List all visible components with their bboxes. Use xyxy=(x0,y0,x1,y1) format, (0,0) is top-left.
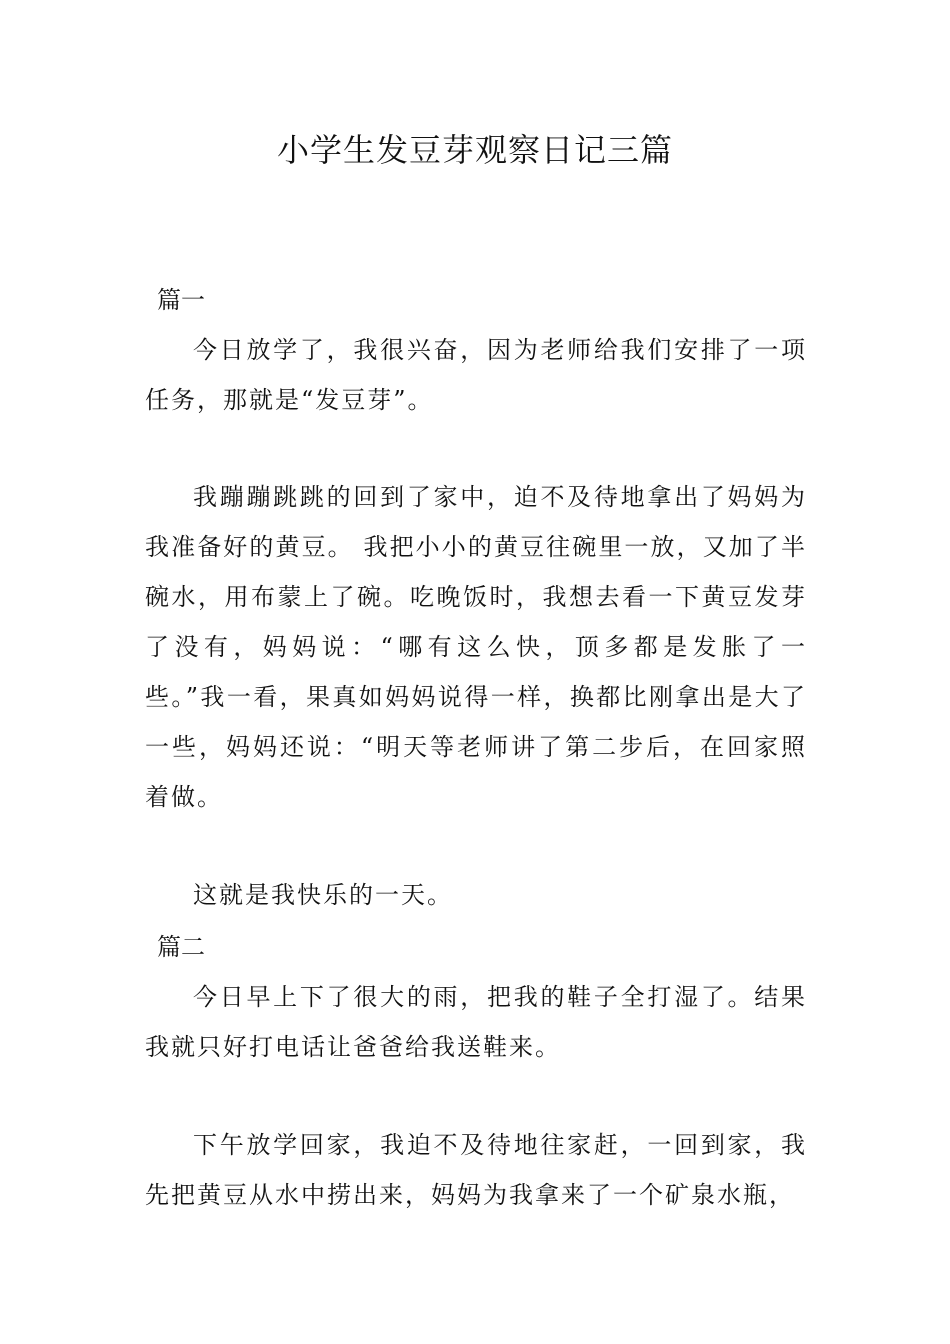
paragraph: 今日早上下了很大的雨，把我的鞋子全打湿了。结果我就只好打电话让爸爸给我送鞋来。 xyxy=(145,983,807,1061)
paragraph: 这就是我快乐的一天。 xyxy=(193,881,453,909)
paragraph: 我蹦蹦跳跳的回到了家中，迫不及待地拿出了妈妈为我准备好的黄豆。 我把小小的黄豆往碗里一放，又加了半碗水，用布蒙上了碗。吃晚饭时，我想去看一下黄豆发芽了没有，妈妈说：“哪有这么快，顶多都是发胀了一些。”我一看，果真如妈妈说得一样，换都比刚拿出是大了一些，妈妈还说：“明天等老师讲了第二步后，在回家照着做。 xyxy=(145,483,807,811)
paragraph: 下午放学回家，我迫不及待地往家赶，一回到家，我先把黄豆从水中捞出来，妈妈为我拿来了一个矿泉水瓶， xyxy=(145,1131,807,1209)
document-title: 小学生发豆芽观察日记三篇 xyxy=(276,131,673,169)
section-heading-1: 篇一 xyxy=(157,286,205,314)
paragraph: 今日放学了，我很兴奋，因为老师给我们安排了一项任务，那就是“发豆芽”。 xyxy=(145,336,807,414)
section-heading-2: 篇二 xyxy=(157,933,205,961)
